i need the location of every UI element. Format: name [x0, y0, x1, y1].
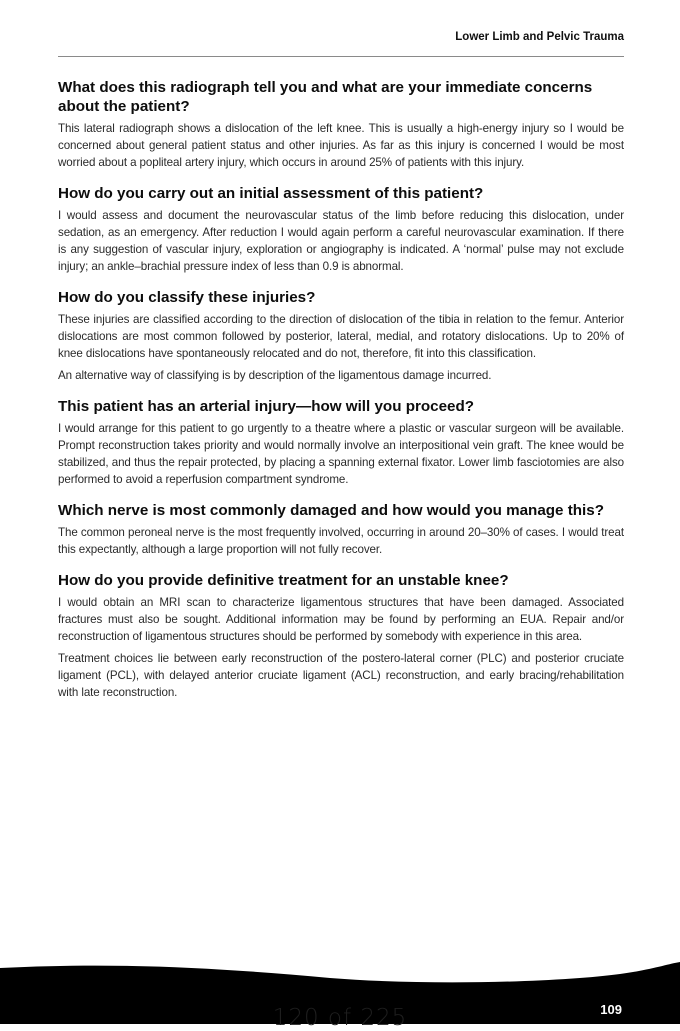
page-content	[58, 78, 624, 714]
running-header	[58, 30, 624, 57]
qa-section	[58, 288, 624, 384]
question-heading: How do you classify these injuries?	[58, 289, 316, 306]
qa-section	[58, 397, 624, 488]
answer-paragraph: These injuries are classified according to the direction of dislocation of the tibia in relation to the femur. Anterior dislocations are most common followed by posterior, lateral, medial, and rotatory dislocations. Up to 20% of knee dislocations have spontaneously relocated and do not, therefore, fit into this classification.	[58, 313, 624, 360]
question-heading: How do you carry out an initial assessment of this patient?	[58, 185, 484, 202]
answer-paragraph: I would obtain an MRI scan to characterize ligamentous structures that have been damaged. Associated fractures must also be sought. Additional information may be found by performing an EUA. Repair and/or reconstruction of ligamentous structures should be performed by somebody with experience in this area.	[58, 596, 624, 643]
qa-section	[58, 78, 624, 171]
page-number: 109	[600, 1002, 622, 1017]
qa-section	[58, 501, 624, 558]
answer-paragraph: I would assess and document the neurovascular status of the limb before reducing this dislocation, under sedation, as an emergency. After reduction I would again perform a careful neurovascular examination. If there is any suggestion of vascular injury, exploration or angiography is indicated. A ‘normal’ pulse may not exclude injury; an ankle–brachial pressure index of less than 0.9 is abnormal.	[58, 209, 624, 273]
question-heading: How do you provide definitive treatment for an unstable knee?	[58, 572, 509, 589]
qa-section	[58, 571, 624, 701]
viewer-page-indicator: 120 of 225	[272, 1005, 408, 1031]
question-heading: This patient has an arterial injury—how will you proceed?	[58, 398, 475, 415]
question-heading: Which nerve is most commonly damaged and how would you manage this?	[58, 502, 604, 519]
answer-paragraph: This lateral radiograph shows a dislocation of the left knee. This is usually a high-energy injury so I would be concerned about general patient status and other injuries. As far as this injury is concerned I would be most worried about a popliteal artery injury, which occurs in around 25% of patients with this injury.	[58, 122, 624, 169]
answer-paragraph: An alternative way of classifying is by description of the ligamentous damage incurred.	[58, 369, 492, 382]
question-heading: What does this radiograph tell you and what are your immediate concerns about the patient?	[58, 79, 593, 115]
qa-section	[58, 184, 624, 275]
answer-paragraph: Treatment choices lie between early reconstruction of the postero-lateral corner (PLC) and posterior cruciate ligament (PCL), with delayed anterior cruciate ligament (ACL) reconstruction, and early bracing/rehabilitation with late reconstruction.	[58, 652, 624, 699]
answer-paragraph: The common peroneal nerve is the most frequently involved, occurring in around 20–30% of cases. I would treat this expectantly, although a large proportion will not fully recover.	[58, 526, 624, 556]
answer-paragraph: I would arrange for this patient to go urgently to a theatre where a plastic or vascular surgeon will be available. Prompt reconstruction takes priority and would normally involve an interpositional vein graft. The knee would be stabilized, and thus the repair protected, by placing a spanning external fixator. Lower limb fasciotomies are also performed to avoid a reperfusion compartment syndrome.	[58, 422, 624, 486]
chapter-title: Lower Limb and Pelvic Trauma	[455, 31, 624, 43]
